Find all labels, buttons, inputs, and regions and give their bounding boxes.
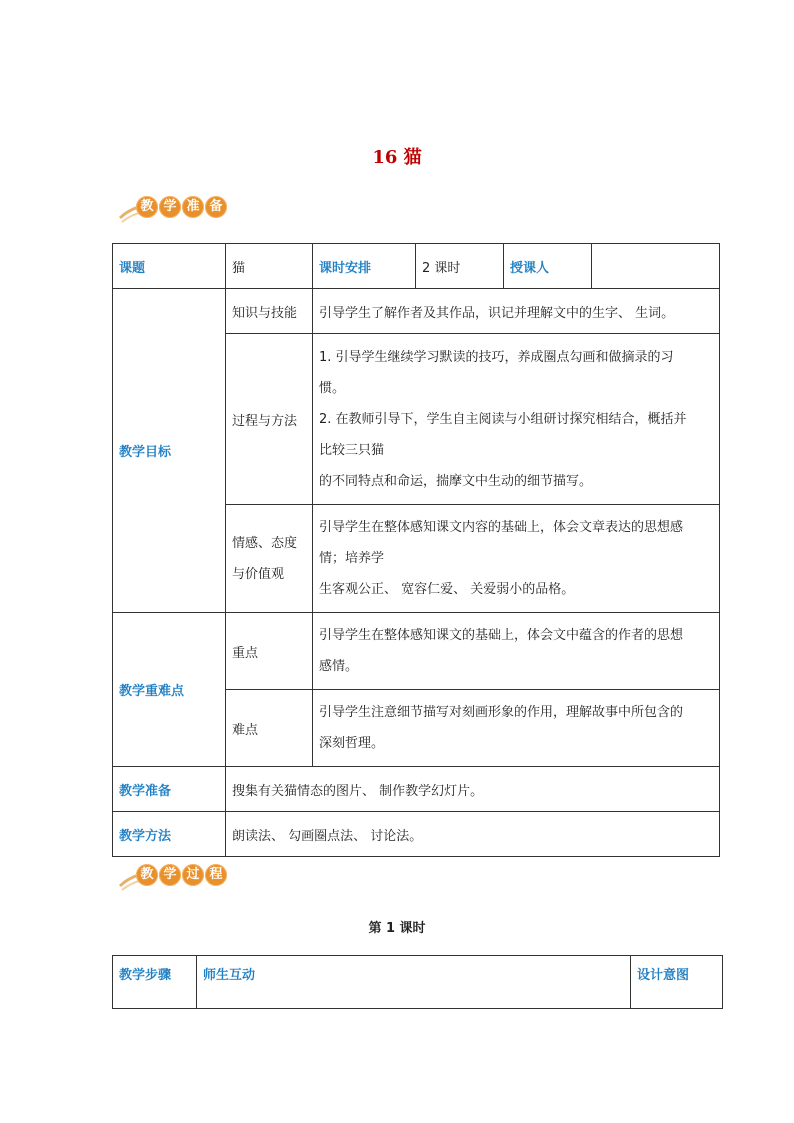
process-line: 惯。: [319, 380, 346, 396]
emotion-line: 引导学生在整体感知课文内容的基础上，体会文章表达的思想感: [319, 520, 684, 535]
steps-table: [112, 955, 723, 1009]
focus-line: 感情。: [319, 659, 359, 674]
process-line: 比较三只猫: [319, 442, 385, 458]
prep-text: 搜集有关猫情态的图片、 制作教学幻灯片。: [226, 767, 720, 812]
difficulty-line: 深刻哲理。: [319, 736, 385, 751]
badge-char: 学: [159, 196, 181, 218]
process-label: 过程与方法: [226, 334, 313, 505]
process-line: 2. 在教师引导下，学生自主阅读与小组研讨探究相结合，概括并: [319, 411, 687, 427]
focus-line: 引导学生在整体感知课文的基础上，体会文中蕴含的作者的思想: [319, 628, 684, 643]
prep-label: 教学准备: [113, 767, 226, 812]
badge-char: 过: [182, 864, 204, 886]
hours-label: 课时安排: [313, 244, 416, 289]
steps-header-step: 教学步骤: [113, 956, 197, 1009]
topic-value: 猫: [226, 244, 313, 289]
badge-char: 准: [182, 196, 204, 218]
difficulty-label: 难点: [226, 690, 313, 767]
lesson-info-table: [112, 243, 720, 857]
emotion-label: [226, 505, 313, 613]
badge-char: 学: [159, 864, 181, 886]
emotion-line: 生客观公正、 宽容仁爱、 关爱弱小的品格。: [319, 582, 575, 597]
section-badge-process: [118, 864, 238, 894]
process-line: 的不同特点和命运，揣摩文中生动的细节描写。: [319, 473, 593, 489]
difficulty-text: [313, 690, 720, 767]
topic-label: 课题: [113, 244, 226, 289]
process-line: 1. 引导学生继续学习默读的技巧，养成圈点勾画和做摘录的习: [319, 349, 674, 365]
emotion-text: [313, 505, 720, 613]
lesson-title: 第 1 课时: [368, 921, 426, 936]
badge-char: 教: [136, 196, 158, 218]
badge-char: 程: [205, 864, 227, 886]
page-title: 16 猫: [372, 147, 422, 168]
emotion-label-line: 情感、态度: [232, 535, 298, 551]
emotion-line: 情；培养学: [319, 551, 385, 566]
teacher-label: 授课人: [504, 244, 592, 289]
emotion-label-line: 与价值观: [232, 566, 285, 582]
goals-label: 教学目标: [113, 289, 226, 613]
method-text: 朗读法、 勾画圈点法、 讨论法。: [226, 812, 720, 857]
badge-char: 教: [136, 864, 158, 886]
process-text: [313, 334, 720, 505]
section-badge-preparation: [118, 196, 238, 226]
teacher-value: [592, 244, 720, 289]
steps-header-intent: 设计意图: [631, 956, 723, 1009]
knowledge-label: 知识与技能: [226, 289, 313, 334]
steps-header-interaction: 师生互动: [197, 956, 631, 1009]
badge-char: 备: [205, 196, 227, 218]
difficulty-line: 引导学生注意细节描写对刻画形象的作用，理解故事中所包含的: [319, 705, 684, 720]
focus-label: 重点: [226, 613, 313, 690]
hours-value: 2 课时: [416, 244, 504, 289]
key-label: 教学重难点: [113, 613, 226, 767]
focus-text: [313, 613, 720, 690]
method-label: 教学方法: [113, 812, 226, 857]
knowledge-text: 引导学生了解作者及其作品，识记并理解文中的生字、 生词。: [313, 289, 720, 334]
